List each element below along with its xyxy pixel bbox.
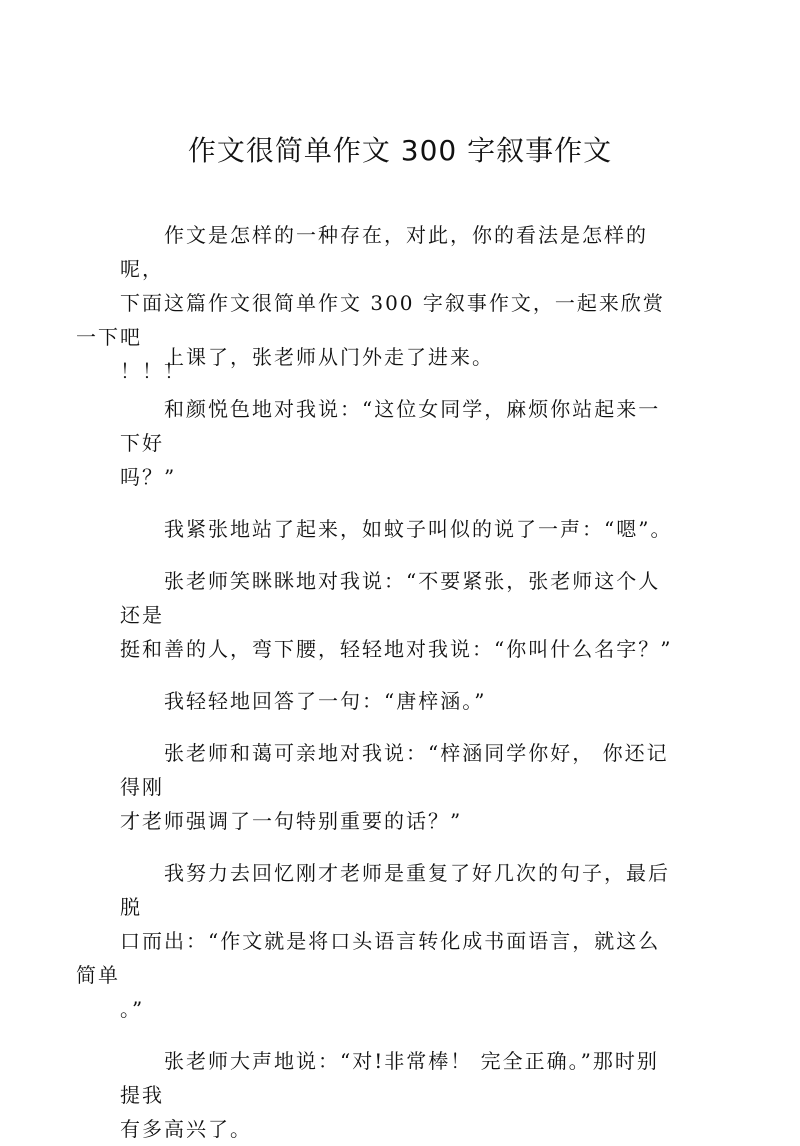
paragraph-line: 张老师和蔼可亲地对我说：“梓涵同学你好， 你还记得刚 <box>120 741 669 799</box>
paragraph <box>120 564 680 666</box>
paragraph-line: 才老师强调了一句特别重要的话？” <box>120 809 463 833</box>
paragraph <box>76 856 680 1026</box>
paragraph-line: 挺和善的人，弯下腰，轻轻地对我说：“你叫什么名字？” <box>120 637 673 661</box>
document-body <box>76 218 680 1146</box>
paragraph <box>120 684 680 718</box>
paragraph-line: 口而出：“作文就是将口头语言转化成书面语言，就这么简单 <box>76 929 661 987</box>
paragraph-line: 我努力去回忆刚才老师是重复了好几次的句子，最后脱 <box>120 861 670 919</box>
paragraph-line: 下面这篇作文很简单作文 300 字叙事作文，一起来欣赏一下吧 <box>76 291 665 349</box>
paragraph-line: 吗？” <box>120 465 177 489</box>
document-title: 作文很简单作文 300 字叙事作文 <box>187 134 613 167</box>
paragraph <box>120 340 680 374</box>
paragraph-line: 。” <box>120 997 145 1021</box>
paragraph-line: ！！！ <box>120 359 186 383</box>
paragraph <box>120 512 680 546</box>
paragraph <box>120 392 680 494</box>
paragraph-line: 张老师大声地说：“对!非常棒！ 完全正确。”那时别提我 <box>120 1049 659 1107</box>
paragraph-line: 和颜悦色地对我说：“这位女同学，麻烦你站起来一下好 <box>120 397 661 455</box>
paragraph-line: 有多高兴了。 <box>120 1117 252 1141</box>
paragraph <box>120 1044 680 1146</box>
paragraph-line: 我轻轻地回答了一句：“唐梓涵。” <box>164 689 487 713</box>
paragraph-line: 我紧张地站了起来，如蚊子叫似的说了一声：“嗯”。 <box>164 517 673 541</box>
paragraph <box>120 736 680 838</box>
paragraph-line: 张老师笑眯眯地对我说：“不要紧张，张老师这个人还是 <box>120 569 661 627</box>
paragraph-line: 作文是怎样的一种存在，对此，你的看法是怎样的呢， <box>120 223 648 281</box>
paragraph-line: 上课了，张老师从门外走了进来。 <box>164 345 494 369</box>
